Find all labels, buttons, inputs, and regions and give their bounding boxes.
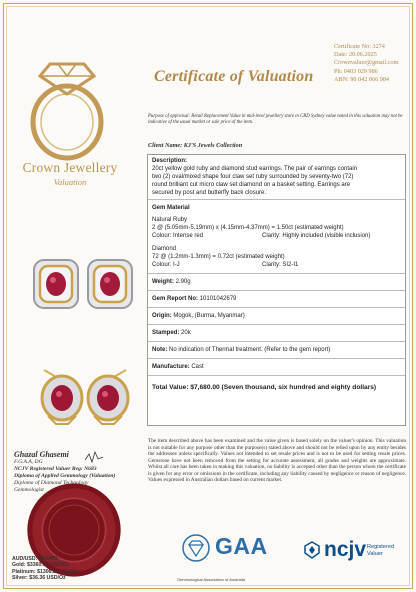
ruby-size: 2 @ (5.05mm-5.19mm) x (4.15mm-4.37mm) = 1.50ct (estimated weight) [152, 225, 344, 231]
ring-logo-icon [22, 54, 112, 164]
contact-phone: Ph: 0403 029 986 [334, 67, 378, 75]
stamped-row [148, 325, 405, 342]
weight-value: 2.90g [175, 279, 191, 285]
diamond-clarity: Clarity: SI2-I1 [262, 262, 299, 268]
ncjv-valuer: Valuer [367, 550, 383, 557]
silver-price: Silver: $36.36 USD/Oz [12, 575, 66, 582]
note-label: Note: [152, 347, 168, 353]
gaa-emblem-icon [181, 533, 211, 563]
origin-label: Origin: [152, 313, 172, 319]
metal-prices [12, 556, 79, 582]
gem-report-value: 10101042679 [199, 296, 237, 302]
gaa-logo [175, 531, 295, 591]
page-title: Certificate of Valuation [154, 68, 314, 85]
origin-value: Mogok, (Burma, Myanmar) [173, 313, 245, 319]
description-section [148, 155, 405, 200]
gem-report-row [148, 291, 405, 308]
platinum-price: Platinum: $1306.23 USD/Oz [12, 568, 80, 575]
total-value: Total Value: $7,680.00 (Seven thousand, six hundred and eighty dollars) [152, 384, 377, 391]
valuer-name: Ghazal Ghasemi [14, 450, 69, 459]
valuer-credential: F.G.A.A, DG [14, 458, 43, 465]
ruby-title: Natural Ruby [152, 217, 188, 223]
gaa-caption: Gemmological Association of Australia [177, 577, 245, 582]
diamond-colour: Colour: I-J [152, 262, 180, 268]
disclaimer-text: The item described above has been examined and the value given is based solely on the valuer's opinion. This valuation is not suitable for any purpose other than the purpose(s) stated above and should not be relied upon by any entity besides the addressee unless specifically. Values not intended to set resale prices and is not to be used for setting resale prices. Gemstone have not been removed from the setting for accurate assessment, all grades and weights are approximate. Whilst all care has been taken in making this valuation, no liability is accepted other than the person whom the certificate is given for any error or omissions in the certificate, including any liability caused by negligence or reason of negligence. Values expressed in Australian dollars based on current market. [148, 438, 406, 483]
client-name: Client Name: KJ'S Jewels Collection [148, 142, 243, 149]
aud-usd-rate: AUD/USD: $0.6493 [12, 556, 58, 562]
valuer-credential: NCJV Registered Valuer Reg: N683 [14, 465, 97, 472]
weight-row [148, 274, 405, 291]
purpose-text: Purpose of appraisal: Retail Replacement Value in mid-level jewellery store in CBD Sydney value noted in this valuation may not be indicative of the usual market or sale price of the item. [148, 114, 403, 126]
gem-report-label: Gem Report No: [152, 296, 199, 302]
brand-name: Crown Jewellery [22, 160, 118, 175]
diamond-grade [152, 261, 401, 269]
earrings-side-photo [36, 368, 134, 430]
contact-email: Crownvaluer@gmail.com [334, 59, 399, 67]
signature-mark [84, 450, 104, 464]
gem-material-section [148, 200, 405, 274]
valuer-credential: Diploma of Diamond Technology [14, 479, 89, 486]
abn-number: ABN: 90 042 066 984 [334, 75, 390, 83]
valuer-credential: Diploma of Applied Gemmology (Valuation) [14, 472, 116, 479]
brand-block [14, 160, 126, 187]
description-line: round brilliant cut micro claw set diamond on a basket setting. Earrings are [152, 182, 351, 188]
brand-subtitle: Valuation [53, 177, 87, 187]
description-line: two (2) oval/mixed shape four claw set ruby surrounded by seventy-two (72) [152, 174, 354, 180]
certificate-date: Date: 20.06.2025 [334, 51, 377, 59]
note-row [148, 342, 405, 359]
origin-row [148, 308, 405, 325]
description-table [147, 154, 406, 426]
gem-material-heading: Gem Material [152, 205, 190, 211]
diamond-size: 72 @ (1.2mm-1.3mm) = 0.72ct (estimated weight) [152, 254, 285, 260]
description-line: secured by post and butterfly back closure. [152, 190, 267, 196]
stamped-label: Stamped: [152, 330, 180, 336]
gaa-name: GAA [215, 533, 268, 559]
ruby-grade [152, 232, 401, 240]
ruby-colour: Colour: Intense red [152, 233, 204, 239]
weight-label: Weight: [152, 279, 174, 285]
ncjv-emblem-icon [302, 540, 322, 560]
manufacture-value: Cast [191, 364, 204, 370]
ruby-clarity: Clarity: Highly included (visible inclusion) [262, 233, 371, 239]
ncjv-logo [302, 538, 412, 572]
ncjv-name: ncjv [324, 538, 367, 561]
ncjv-subtitle [367, 544, 394, 557]
description-heading: Description: [152, 158, 188, 164]
certificate-number: Certificate No: 3274 [334, 43, 385, 50]
earrings-front-photo [30, 256, 136, 312]
diamond-title: Diamond [152, 246, 177, 252]
gold-price: Gold: $3360.99 USD/Oz [12, 562, 70, 569]
ncjv-registered: Registered [367, 544, 395, 550]
valuer-credential: Gemmologist [14, 486, 44, 493]
stamped-value: 20k [181, 330, 191, 336]
description-line: 20ct yellow gold ruby and diamond stud earrings. The pair of earrings contain [152, 166, 358, 172]
manufacture-label: Manufacture: [152, 364, 190, 370]
note-value: No indication of Thermal treatment. (Refer to the gem report) [169, 347, 331, 353]
manufacture-row [148, 359, 405, 376]
